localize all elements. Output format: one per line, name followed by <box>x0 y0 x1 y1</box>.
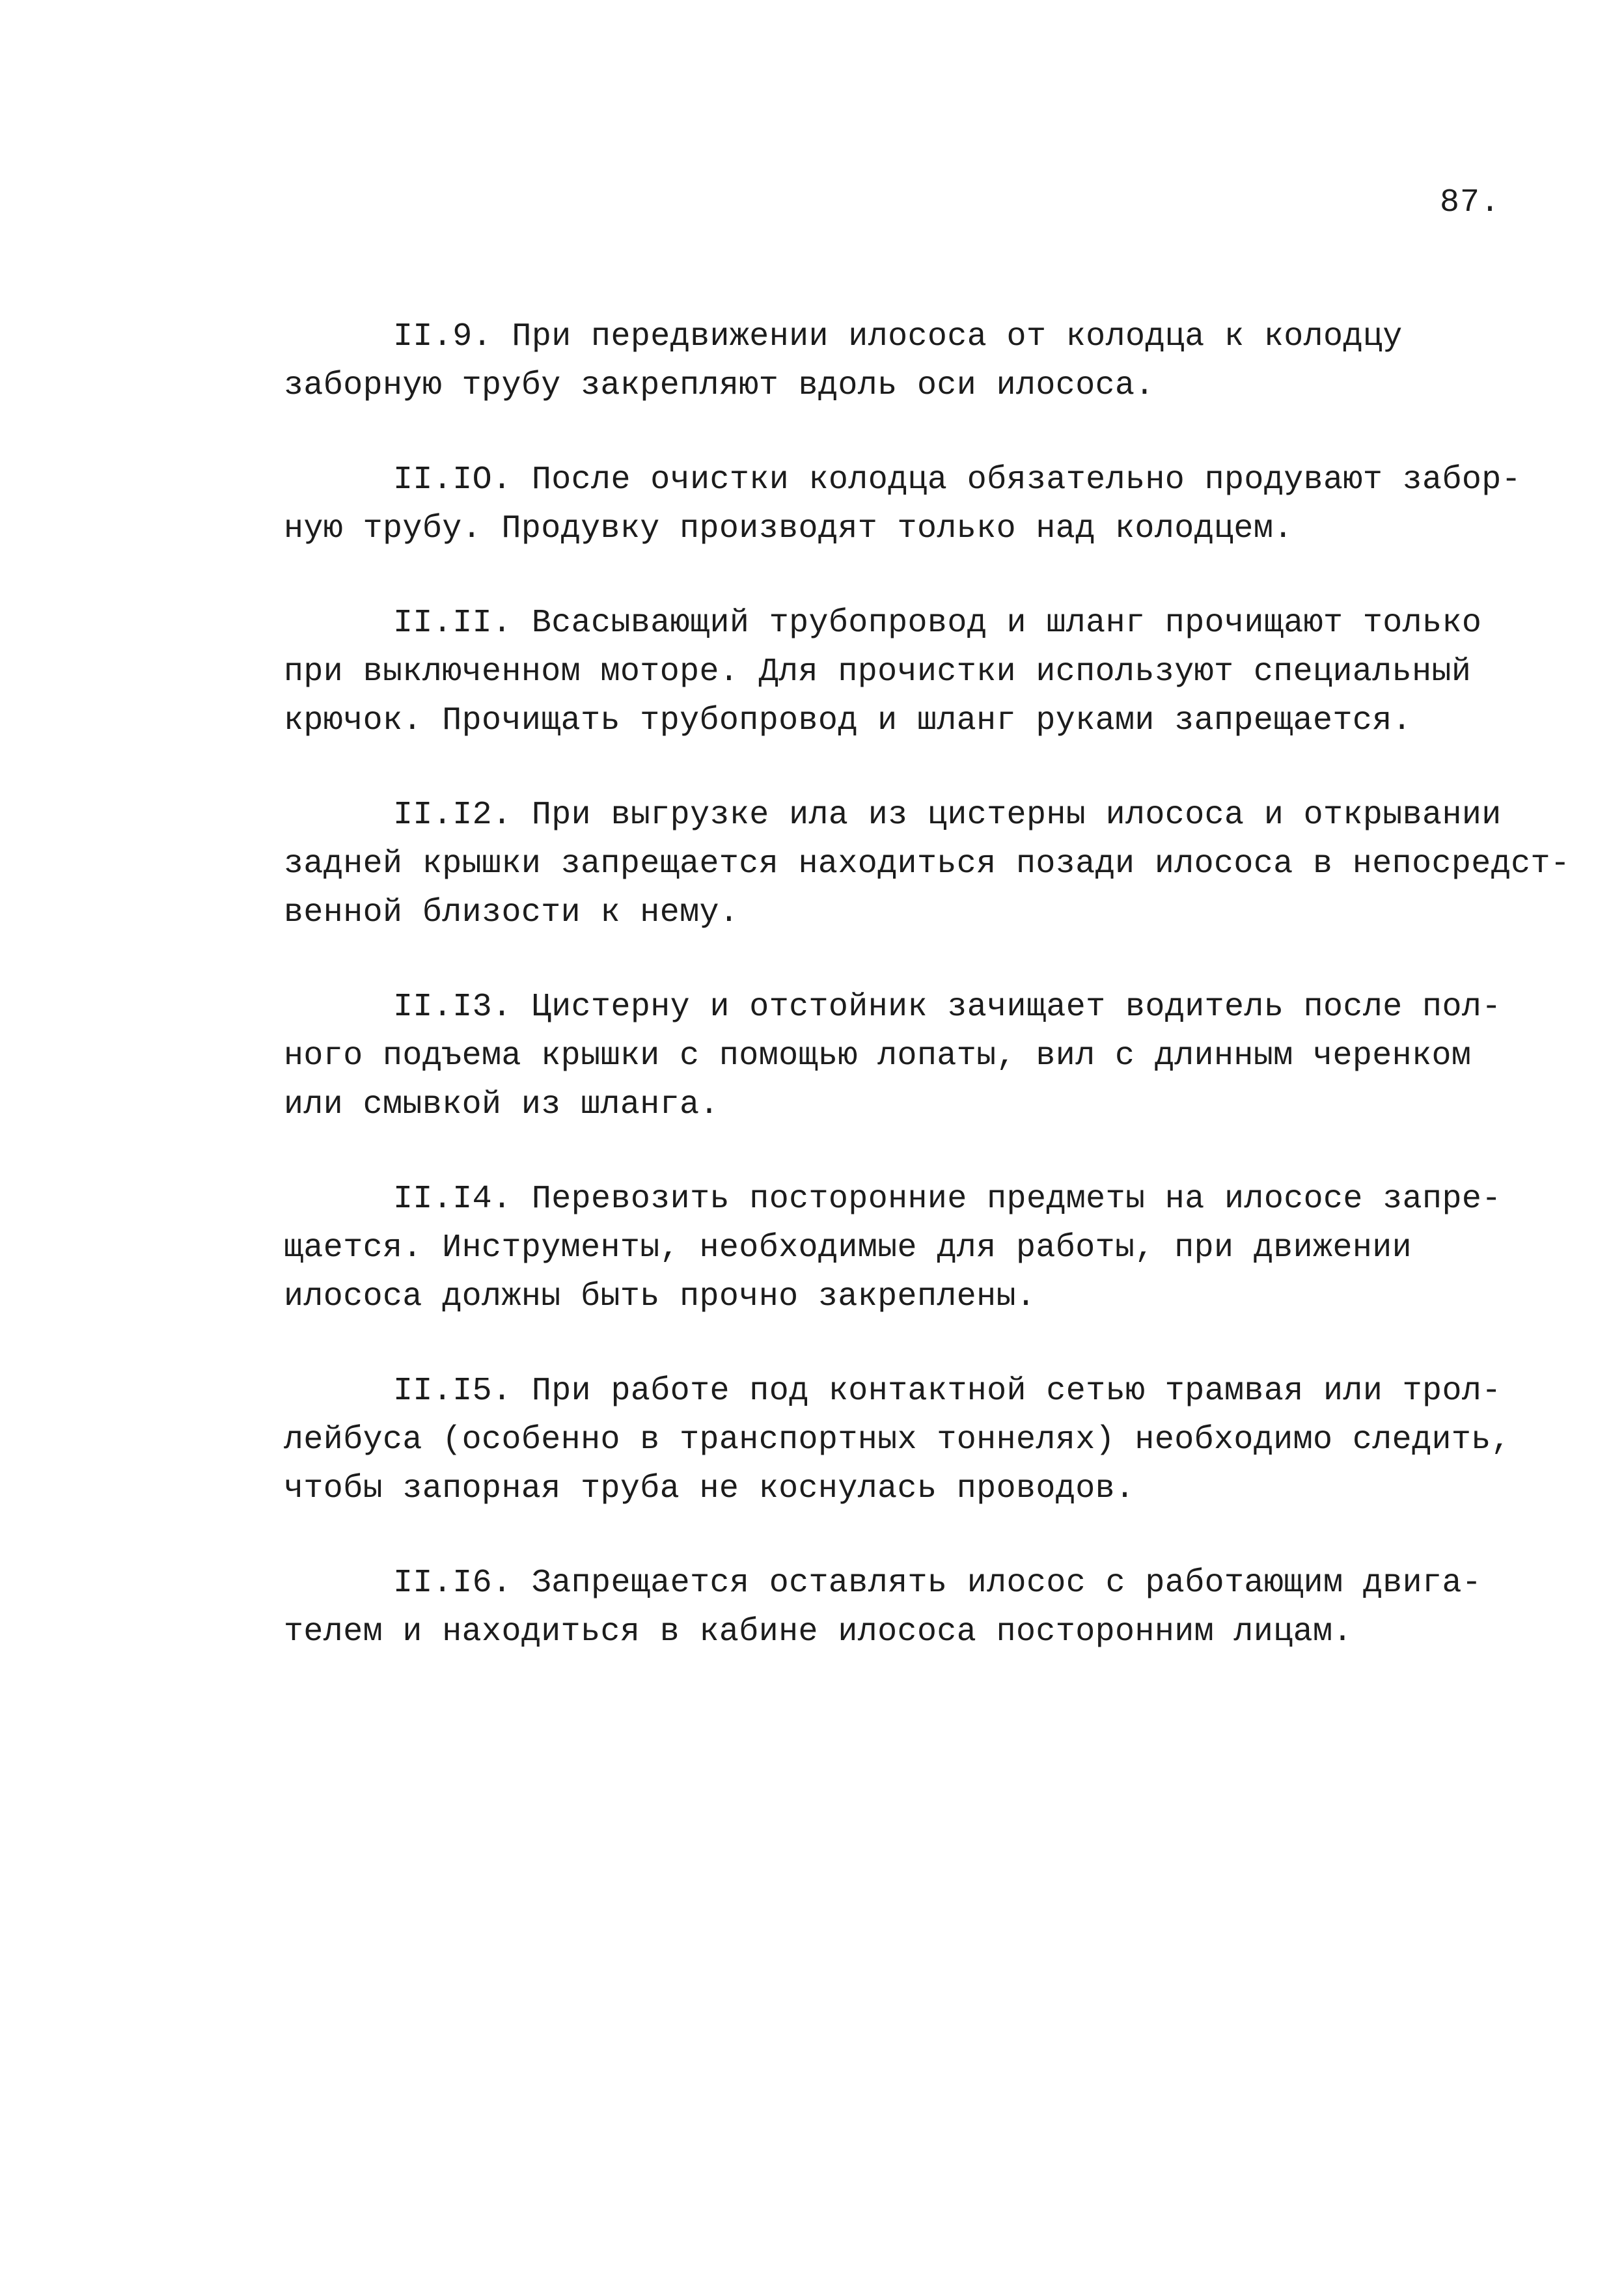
document-body <box>284 312 1573 1702</box>
paragraph-line: заборную трубу закрепляют вдоль оси илососа. <box>284 367 1155 404</box>
paragraph-11-13 <box>284 983 1573 1129</box>
paragraph-line: илососа должны быть прочно закреплены. <box>284 1278 1036 1315</box>
paragraph-line: ного подъема крышки с помощью лопаты, вил с длинным черенком <box>284 1037 1472 1075</box>
paragraph-line: II.I6. Запрещается оставлять илосос с работающим двига- <box>393 1565 1482 1602</box>
paragraph-11-16 <box>284 1559 1573 1656</box>
paragraph-11-9 <box>284 312 1573 410</box>
paragraph-line: II.II. Всасывающий трубопровод и шланг прочищают только <box>393 605 1482 642</box>
paragraph-11-12 <box>284 791 1573 937</box>
paragraph-line: или смывкой из шланга. <box>284 1086 719 1123</box>
paragraph-line: II.I2. При выгрузке ила из цистерны илососа и открывании <box>393 797 1502 834</box>
paragraph-11-11 <box>284 599 1573 745</box>
paragraph-line: лейбуса (особенно в транспортных тоннелях) необходимо следить, <box>284 1421 1511 1459</box>
paragraph-line: II.9. При передвижении илососа от колодца к колодцу <box>393 318 1403 355</box>
paragraph-line: чтобы запорная труба не коснулась проводов. <box>284 1470 1135 1507</box>
paragraph-line: венной близости к нему. <box>284 894 739 931</box>
paragraph-line: II.I4. Перевозить посторонние предметы на илососе запре- <box>393 1181 1502 1218</box>
paragraph-line: II.I3. Цистерну и отстойник зачищает водитель после пол- <box>393 989 1502 1026</box>
paragraph-line: II.IO. После очистки колодца обязательно продувают забор- <box>393 461 1522 499</box>
paragraph-11-14 <box>284 1175 1573 1321</box>
paragraph-line: задней крышки запрещается находиться позади илососа в непосредст- <box>284 845 1571 883</box>
paragraph-line: II.I5. При работе под контактной сетью трамвая или трол- <box>393 1373 1502 1410</box>
page-number: 87. <box>1440 184 1501 221</box>
paragraph-line: крючок. Прочищать трубопровод и шланг руками запрещается. <box>284 702 1412 739</box>
paragraph-line: щается. Инструменты, необходимые для работы, при движении <box>284 1229 1412 1267</box>
paragraph-11-15 <box>284 1367 1573 1513</box>
paragraph-11-10 <box>284 456 1573 553</box>
paragraph-line: при выключенном моторе. Для прочистки используют специальный <box>284 653 1472 691</box>
paragraph-line: ную трубу. Продувку производят только над колодцем. <box>284 510 1293 547</box>
paragraph-line: телем и находиться в кабине илососа посторонним лицам. <box>284 1613 1353 1651</box>
